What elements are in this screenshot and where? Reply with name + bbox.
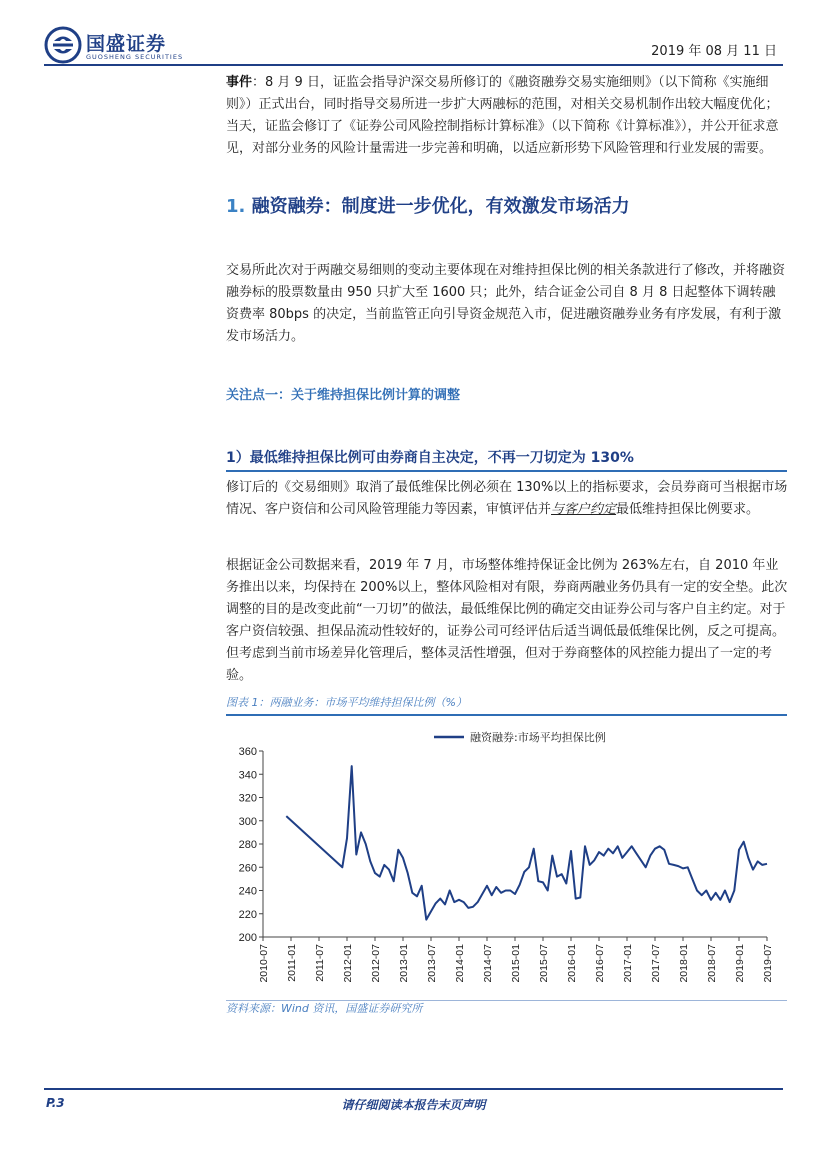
revision-text-after: 最低维持担保比例要求。 [616,502,760,517]
report-date: 2019 年 08 月 11 日 [651,44,777,59]
data-paragraph: 根据证金公司数据来看，2019 年 7 月，市场整体维持保证金比例为 263%左右，自 2010 年业务推出以来，均保持在 200%以上，整体风险相对有限，券商两融业务仍具有一定的安全垫。此次调整的目的是改变此前“一刀切”的做法，最低维保比例的确定交由证券公司与客户自主约定。对于客户资信较强、担保品流动性较好的，证券公司可经评估后适当调低最低维保比例，反之可提高。但考虑到当前市场差异化管理后，整体灵活性增强，但对于券商整体的风控能力提出了一定的考验。 [226,558,788,683]
focus-heading: 关注点一：关于维持担保比例计算的调整 [226,388,461,403]
y-tick-label: 280 [238,839,257,851]
y-tick-label: 360 [238,746,257,758]
figure-source: 资料来源：Wind 资讯，国盛证券研究所 [226,1002,423,1015]
event-text: ：8 月 9 日，证监会指导沪深交易所修订的《融资融券交易实施细则》（以下简称《实施细则》）正式出台，同时指导交易所进一步扩大两融标的范围，对相关交易机制作出较大幅度优化；当天，证监会修订了《证券公司风险控制指标计算标准》（以下简称《计算标准》），并公开征求意见，对部分业务的风险计量需进一步完善和明确，以适应新形势下风险管理和行业发展的需要。 [226,75,779,156]
x-tick-label: 2018-01 [678,944,690,983]
y-tick-label: 320 [238,792,257,805]
x-tick-label: 2019-01 [734,944,746,983]
section-title: 融资融券：制度进一步优化，有效激发市场活力 [251,196,630,217]
figure-title: 图表 1：两融业务：市场平均维持担保比例（%） [226,696,467,709]
x-tick-label: 2011-07 [314,944,326,982]
y-tick-label: 200 [238,932,257,944]
page-number: P.3 [46,1096,65,1110]
company-name-cn: 国盛证券 [86,33,167,55]
x-tick-label: 2012-01 [342,944,354,983]
x-tick-label: 2011-01 [286,944,298,982]
y-tick-label: 340 [238,769,257,782]
section-number: 1. [226,196,246,217]
x-tick-label: 2014-07 [482,944,494,983]
subsection-divider [226,470,787,472]
revision-paragraph [226,477,788,521]
x-tick-label: 2014-01 [454,944,466,983]
x-tick-label: 2012-07 [370,944,382,983]
legend-label: 融资融券:市场平均担保比例 [470,731,606,744]
subsection-heading: 1）最低维持担保比例可由券商自主决定，不再一刀切定为 130% [226,450,634,466]
revision-text-before: 修订后的《交易细则》取消了最低维保比例必须在 130%以上的指标要求，会员券商可当根据市场情况、客户资信和公司风险管理能力等因素，审慎评估并 [226,480,788,517]
x-tick-label: 2010-07 [258,944,270,983]
section-heading [226,192,630,218]
x-tick-label: 2015-01 [510,944,522,983]
x-tick-label: 2018-07 [706,944,718,983]
event-paragraph [226,72,788,160]
footer-divider [44,1088,783,1090]
x-tick-label: 2013-01 [398,944,410,983]
y-tick-label: 240 [238,885,257,898]
x-tick-label: 2015-07 [538,944,550,983]
event-label: 事件 [226,75,253,90]
x-tick-label: 2017-07 [650,944,662,983]
x-tick-label: 2013-07 [426,944,438,983]
margin-ratio-chart [226,716,787,1000]
x-tick-label: 2019-07 [762,944,774,983]
company-logo-icon [44,26,82,64]
footer-disclaimer: 请仔细阅读本报告末页声明 [341,1098,486,1112]
x-tick-label: 2017-01 [622,944,634,983]
revision-text-underlined: 与客户约定 [551,502,617,517]
figure-box [226,714,787,1001]
x-tick-label: 2016-07 [594,944,606,983]
intro-paragraph: 交易所此次对于两融交易细则的变动主要体现在对维持担保比例的相关条款进行了修改，并将融资融券标的股票数量由 950 只扩大至 1600 只；此外，结合证金公司自 8 月 8 日起整体下调转融资费率 80bps 的决定，当前监管正向引导资金规范入市，促进融资融券业务有序发展，有利于激发市场活力。 [226,263,786,344]
series-line [286,766,767,920]
y-tick-label: 220 [238,908,257,921]
company-logo [44,26,194,66]
header-divider [44,64,783,66]
y-tick-label: 260 [238,862,257,875]
x-tick-label: 2016-01 [566,944,578,983]
company-name-en: GUOSHENG SECURITIES [86,53,184,61]
y-tick-label: 300 [238,815,257,828]
